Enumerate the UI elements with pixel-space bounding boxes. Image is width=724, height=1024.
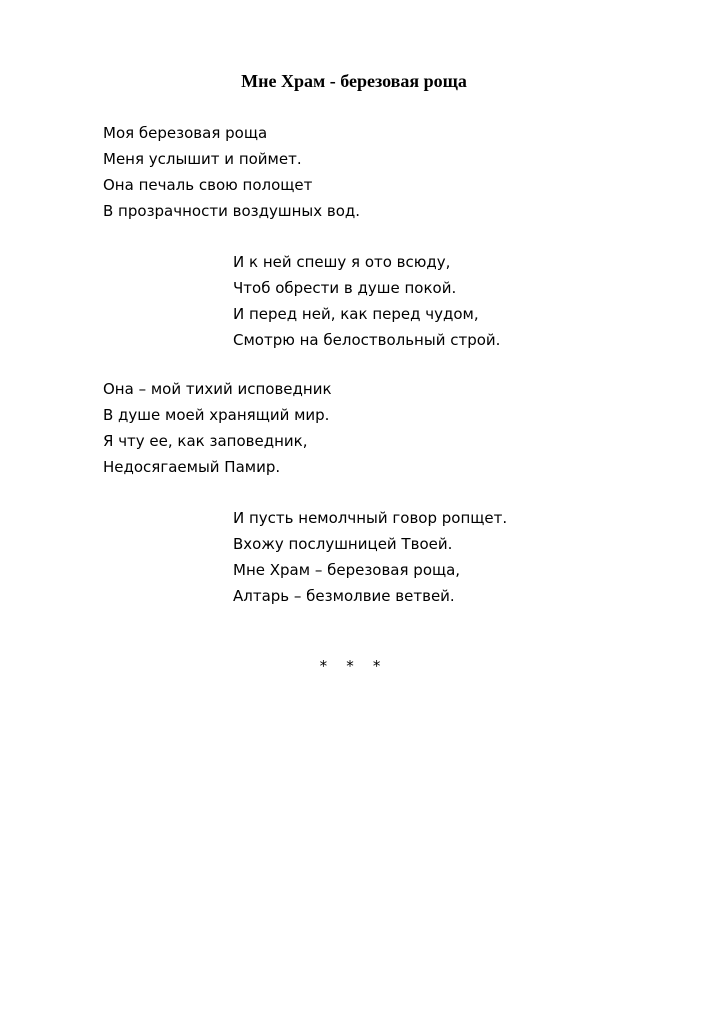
poem-line: Она печаль свою полощет [103, 176, 313, 194]
poem-line: Недосягаемый Памир. [103, 458, 281, 476]
poem-title: Мне Храм - березовая роща [241, 71, 467, 91]
poem-line: Мне Храм – березовая роща, [233, 561, 461, 579]
poem-line: И пусть немолчный говор ропщет. [233, 509, 508, 527]
poem-line: В прозрачности воздушных вод. [103, 202, 361, 220]
stanza-2 [233, 249, 500, 353]
poem-line: Вхожу послушницей Твоей. [233, 535, 453, 553]
poem-line: И к ней спешу я ото всюду, [233, 253, 451, 271]
asterism-separator: * * * [319, 657, 381, 675]
poem-line: Я чту ее, как заповедник, [103, 432, 308, 450]
poem-line: И перед ней, как перед чудом, [233, 305, 479, 323]
stanza-3 [103, 376, 332, 480]
poem-line: Она – мой тихий исповедник [103, 380, 332, 398]
poem-line: Моя березовая роща [103, 124, 268, 142]
stanza-4 [233, 505, 507, 609]
poem-line: Меня услышит и поймет. [103, 150, 302, 168]
poem-line: В душе моей хранящий мир. [103, 406, 330, 424]
poem-line: Алтарь – безмолвие ветвей. [233, 587, 455, 605]
poem-line: Смотрю на белоствольный строй. [233, 331, 501, 349]
stanza-1 [103, 120, 360, 224]
poem-line: Чтоб обрести в душе покой. [233, 279, 457, 297]
